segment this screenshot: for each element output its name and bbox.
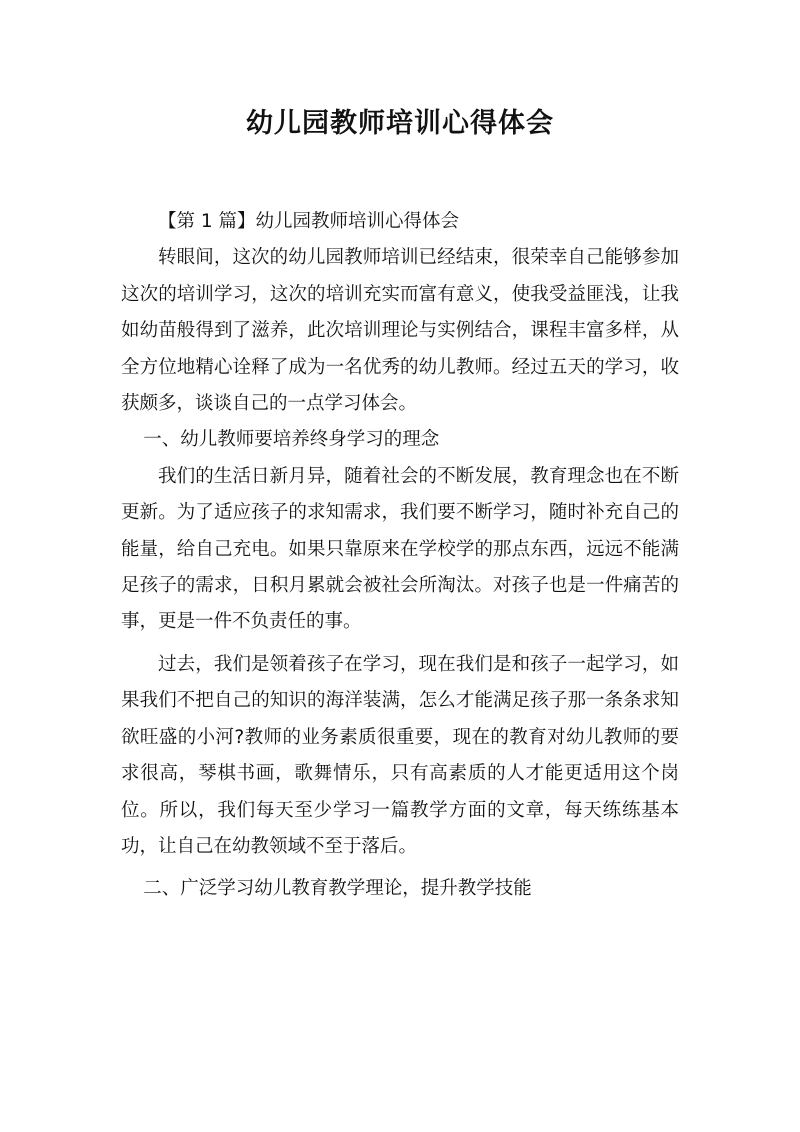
chapter-heading: 【第 1 篇】幼儿园教师培训心得体会: [158, 211, 460, 232]
paragraph-learning-with-children: 过去，我们是领着孩子在学习，现在我们是和孩子一起学习，如果我们不把自己的知识的海洋装满，怎么才能满足孩子那一条条求知欲旺盛的小河?教师的业务素质很重要，现在的教育对幼儿教师的要求很高，琴棋书画，歌舞情乐，只有高素质的人才能更适用这个岗位。所以，我们每天至少学习一篇教学方面的文章，每天练练基本功，让自己在幼教领域不至于落后。: [121, 653, 679, 857]
document-title: 幼儿园教师培训心得体会: [246, 108, 554, 139]
document-body: [121, 204, 679, 908]
section-heading-2: 二、广泛学习幼儿教育教学理论，提升教学技能: [143, 878, 532, 900]
paragraph-intro: 转眼间，这次的幼儿园教师培训已经结束，很荣幸自己能够参加这次的培训学习，这次的培训充实而富有意义，使我受益匪浅，让我如幼苗般得到了滋养，此次培训理论与实例结合，课程丰富多样，从全方位地精心诠释了成为一名优秀的幼儿教师。经过五天的学习，收获颇多，谈谈自己的一点学习体会。: [121, 247, 679, 415]
section-heading-1: 一、幼儿教师要培养终身学习的理念: [143, 429, 440, 451]
paragraph-lifelong-learning: 我们的生活日新月异，随着社会的不断发展，教育理念也在不断更新。为了适应孩子的求知需求，我们要不断学习，随时补充自己的能量，给自己充电。如果只靠原来在学校学的那点东西，远远不能满足孩子的需求，日积月累就会被社会所淘汰。对孩子也是一件痛苦的事，更是一件不负责任的事。: [121, 465, 679, 633]
